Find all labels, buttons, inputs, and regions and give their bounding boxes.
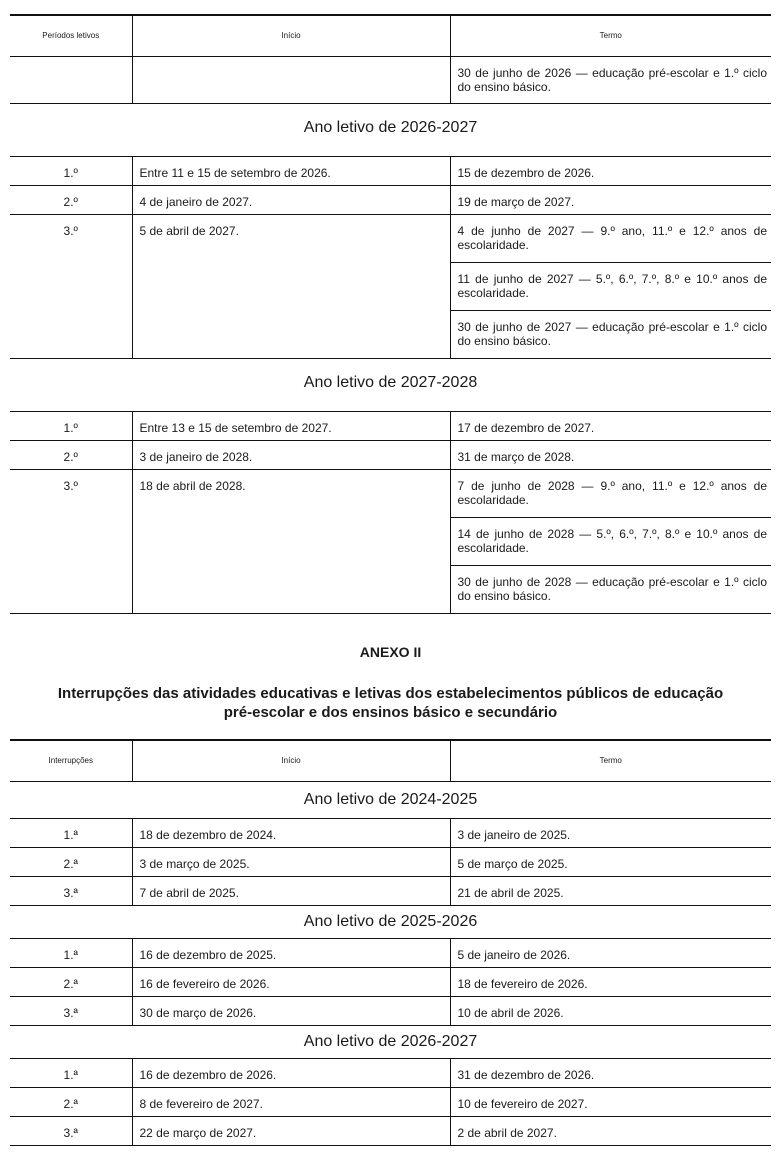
header-end: Termo: [450, 15, 771, 57]
period-number: 2.º: [10, 441, 132, 470]
end-cell: 10 de abril de 2026.: [450, 997, 771, 1026]
table-header: [10, 15, 771, 57]
end-cell: 10 de fevereiro de 2027.: [450, 1088, 771, 1117]
end-cell: 15 de dezembro de 2026.: [450, 157, 771, 186]
end-cell: 14 de junho de 2028 — 5.º, 6.º, 7.º, 8.º e 10.º anos de escolaridade.: [450, 518, 771, 566]
start-cell: 8 de fevereiro de 2027.: [132, 1088, 450, 1117]
start-cell: Entre 13 e 15 de setembro de 2027.: [132, 412, 450, 441]
year-caption: Ano letivo de 2026-2027: [303, 119, 478, 136]
start-cell: 18 de abril de 2028.: [132, 470, 450, 614]
end-cell: 31 de março de 2028.: [450, 441, 771, 470]
table-row: [10, 939, 771, 968]
table-row: [10, 215, 771, 263]
year-caption-row: [10, 782, 771, 819]
table-row: [10, 1088, 771, 1117]
annex-title-line-1: Interrupções das atividades educativas e letivas dos estabelecimentos públicos de educação: [57, 685, 724, 702]
end-cell: 2 de abril de 2027.: [450, 1117, 771, 1146]
table-row: [10, 997, 771, 1026]
end-cell: 18 de fevereiro de 2026.: [450, 968, 771, 997]
start-cell: 4 de janeiro de 2027.: [132, 186, 450, 215]
table-row: [10, 1117, 771, 1146]
start-cell: 22 de março de 2027.: [132, 1117, 450, 1146]
start-cell: Entre 11 e 15 de setembro de 2026.: [132, 157, 450, 186]
header-interruptions: Interrupções: [10, 740, 132, 782]
year-caption-row: [10, 359, 771, 412]
year-caption: Ano letivo de 2024-2025: [303, 791, 478, 808]
end-cell: 5 de janeiro de 2026.: [450, 939, 771, 968]
header-periods: Períodos letivos: [10, 15, 132, 57]
end-cell: 5 de março de 2025.: [450, 848, 771, 877]
start-cell: 16 de fevereiro de 2026.: [132, 968, 450, 997]
table-header: [10, 740, 771, 782]
table-row: [10, 968, 771, 997]
year-caption: Ano letivo de 2025-2026: [303, 913, 478, 930]
end-cell: 30 de junho de 2026 — educação pré-escolar e 1.º ciclo do ensino básico.: [450, 57, 771, 104]
interruption-number: 2.ª: [10, 848, 132, 877]
year-caption-row: [10, 906, 771, 939]
start-cell: 7 de abril de 2025.: [132, 877, 450, 906]
start-cell: 3 de janeiro de 2028.: [132, 441, 450, 470]
end-cell: 30 de junho de 2028 — educação pré-escolar e 1.º ciclo do ensino básico.: [450, 566, 771, 614]
end-cell: 30 de junho de 2027 — educação pré-escolar e 1.º ciclo do ensino básico.: [450, 311, 771, 359]
interruption-number: 3.ª: [10, 877, 132, 906]
start-cell: 18 de dezembro de 2024.: [132, 819, 450, 848]
periods-table: [10, 14, 771, 614]
end-cell: 19 de março de 2027.: [450, 186, 771, 215]
interruption-number: 2.ª: [10, 1088, 132, 1117]
year-caption-row: [10, 1026, 771, 1059]
year-caption-row: [10, 104, 771, 157]
year-caption: Ano letivo de 2027-2028: [303, 374, 478, 391]
end-cell: 4 de junho de 2027 — 9.º ano, 11.º e 12.º anos de escolaridade.: [450, 215, 771, 263]
annex-title: [10, 684, 771, 722]
table-row: [10, 877, 771, 906]
header-end: Termo: [450, 740, 771, 782]
table-row: [10, 186, 771, 215]
period-number: 3.º: [10, 470, 132, 614]
start-cell: 16 de dezembro de 2026.: [132, 1059, 450, 1088]
start-cell: 30 de março de 2026.: [132, 997, 450, 1026]
table-row: [10, 412, 771, 441]
interruption-number: 1.ª: [10, 1059, 132, 1088]
table-row: [10, 1059, 771, 1088]
end-cell: 7 de junho de 2028 — 9.º ano, 11.º e 12.º anos de escolaridade.: [450, 470, 771, 518]
interruption-number: 3.ª: [10, 1117, 132, 1146]
start-cell: 3 de março de 2025.: [132, 848, 450, 877]
table-row: [10, 157, 771, 186]
table-row: [10, 57, 771, 104]
table-row: [10, 848, 771, 877]
interruption-number: 3.ª: [10, 997, 132, 1026]
end-cell: 17 de dezembro de 2027.: [450, 412, 771, 441]
interruption-number: 1.ª: [10, 939, 132, 968]
header-start: Início: [132, 15, 450, 57]
header-start: Início: [132, 740, 450, 782]
table-row: [10, 819, 771, 848]
end-cell: 21 de abril de 2025.: [450, 877, 771, 906]
annex-label: ANEXO II: [359, 644, 422, 660]
interruption-number: 2.ª: [10, 968, 132, 997]
end-cell: 11 de junho de 2027 — 5.º, 6.º, 7.º, 8.º e 10.º anos de escolaridade.: [450, 263, 771, 311]
table-row: [10, 470, 771, 518]
period-number: 1.º: [10, 157, 132, 186]
period-number: 1.º: [10, 412, 132, 441]
annex-title-line-2: pré-escolar e dos ensinos básico e secundário: [223, 704, 558, 721]
interruption-number: 1.ª: [10, 819, 132, 848]
interruptions-table: [10, 739, 771, 1146]
period-number: 3.º: [10, 215, 132, 359]
end-cell: 3 de janeiro de 2025.: [450, 819, 771, 848]
end-cell: 31 de dezembro de 2026.: [450, 1059, 771, 1088]
start-cell: 5 de abril de 2027.: [132, 215, 450, 359]
period-number: 2.º: [10, 186, 132, 215]
start-cell: 16 de dezembro de 2025.: [132, 939, 450, 968]
year-caption: Ano letivo de 2026-2027: [303, 1033, 478, 1050]
table-row: [10, 441, 771, 470]
